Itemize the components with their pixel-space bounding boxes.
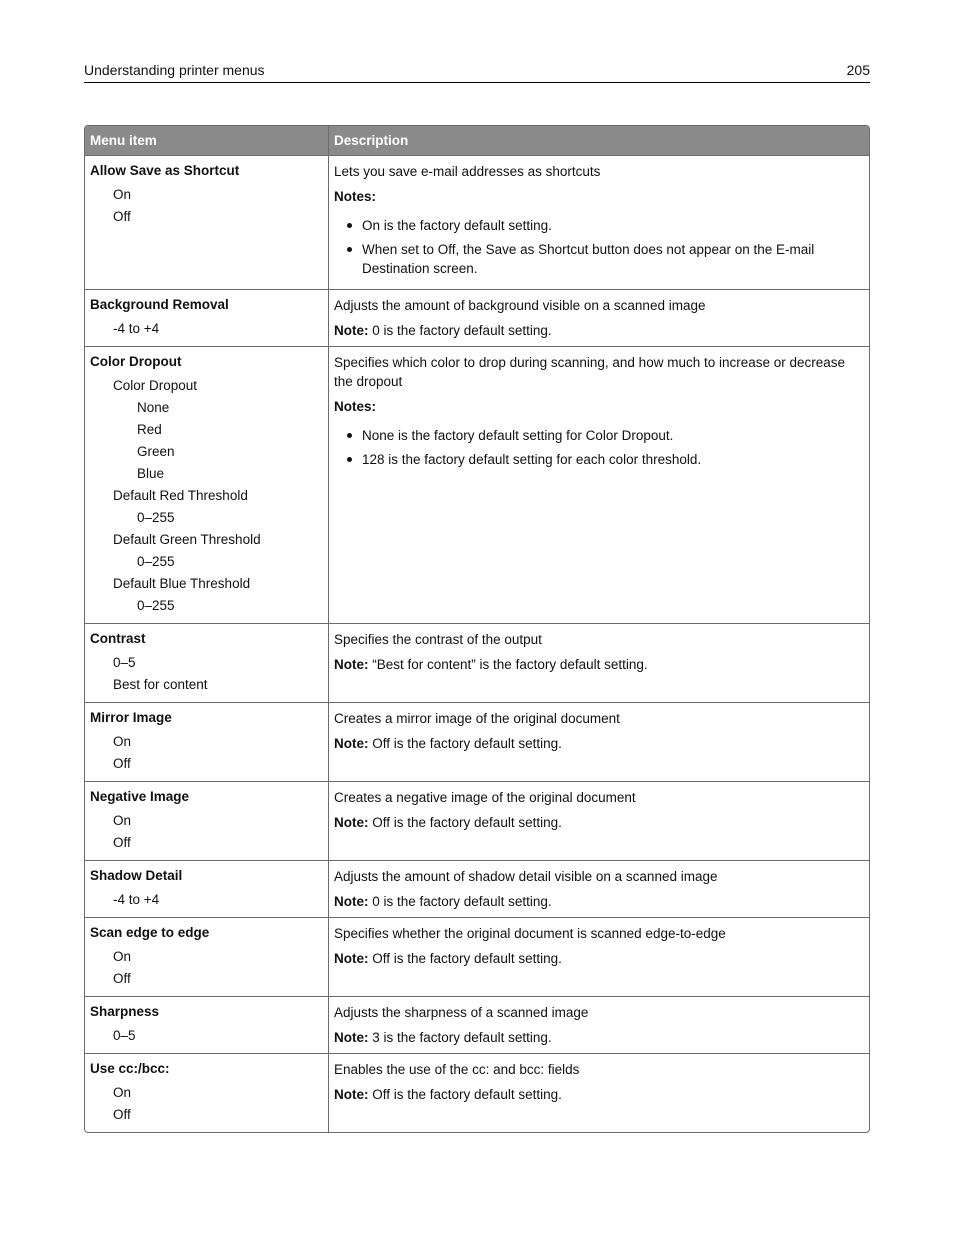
- note-text: Off is the factory default setting.: [368, 815, 562, 830]
- note-text: Off is the factory default setting.: [368, 736, 562, 751]
- column-header-description: Description: [329, 126, 869, 155]
- menu-item-option: -4 to +4: [113, 892, 160, 907]
- page-header: [84, 60, 870, 83]
- description-text: Specifies which color to drop during scanning, and how much to increase or decrease the dropout: [334, 355, 846, 389]
- description-cell: [329, 289, 869, 346]
- menu-item-cell: [85, 702, 329, 781]
- note-label: Note:: [334, 815, 369, 830]
- notes-list: [334, 216, 864, 278]
- note-line: [334, 1028, 864, 1047]
- note-text: Off is the factory default setting.: [368, 1087, 562, 1102]
- menu-item-name: Sharpness: [90, 1004, 160, 1019]
- menu-item-option: Blue: [137, 466, 165, 481]
- menu-item-cell: [85, 623, 329, 702]
- note-bullet-item: On is the factory default setting.: [334, 216, 864, 235]
- menu-item-option: 0–255: [137, 510, 175, 525]
- description-cell: [329, 996, 869, 1053]
- menu-item-cell: [85, 860, 329, 917]
- description-cell: [329, 346, 869, 623]
- table-row: [85, 155, 869, 289]
- description-text: Creates a mirror image of the original document: [334, 711, 620, 726]
- menu-table: [84, 125, 870, 1133]
- note-line: [334, 949, 864, 968]
- menu-item-option: Off: [113, 756, 131, 771]
- description-cell: [329, 917, 869, 996]
- description-text: Enables the use of the cc: and bcc: fields: [334, 1062, 580, 1077]
- menu-item-option: Green: [137, 444, 175, 459]
- menu-item-option: Red: [137, 422, 162, 437]
- table-header-row: [85, 126, 869, 155]
- menu-item-option: 0–255: [137, 598, 175, 613]
- table-row: [85, 996, 869, 1053]
- note-line: [334, 734, 864, 753]
- menu-item-option: Color Dropout: [113, 378, 198, 393]
- menu-item-option: Off: [113, 835, 131, 850]
- description-text: Adjusts the sharpness of a scanned image: [334, 1005, 589, 1020]
- table-row: [85, 860, 869, 917]
- table-row: [85, 702, 869, 781]
- menu-item-cell: [85, 1053, 329, 1132]
- menu-item-option: -4 to +4: [113, 321, 160, 336]
- note-label: Note:: [334, 323, 369, 338]
- table-row: [85, 623, 869, 702]
- note-label: Note:: [334, 1030, 369, 1045]
- menu-item-option: On: [113, 949, 132, 964]
- menu-item-name: Background Removal: [90, 297, 229, 312]
- description-text: Creates a negative image of the original document: [334, 790, 636, 805]
- description-cell: [329, 781, 869, 860]
- description-cell: [329, 860, 869, 917]
- menu-item-option: On: [113, 734, 132, 749]
- description-text: Specifies whether the original document is scanned edge-to-edge: [334, 926, 726, 941]
- menu-item-name: Shadow Detail: [90, 868, 183, 883]
- notes-label: Notes:: [334, 399, 377, 414]
- note-line: [334, 321, 864, 340]
- menu-item-option: Default Green Threshold: [113, 532, 261, 547]
- menu-item-option: On: [113, 813, 132, 828]
- description-text: Adjusts the amount of shadow detail visible on a scanned image: [334, 869, 718, 884]
- note-bullet-item: None is the factory default setting for Color Dropout.: [334, 426, 864, 445]
- menu-item-cell: [85, 917, 329, 996]
- menu-item-cell: [85, 155, 329, 289]
- note-label: Note:: [334, 951, 369, 966]
- notes-list: [334, 426, 864, 469]
- menu-item-cell: [85, 289, 329, 346]
- table-row: [85, 1053, 869, 1132]
- menu-item-option: Off: [113, 209, 131, 224]
- menu-item-name: Color Dropout: [90, 354, 182, 369]
- menu-item-cell: [85, 781, 329, 860]
- description-cell: [329, 623, 869, 702]
- menu-item-option: None: [137, 400, 170, 415]
- note-label: Note:: [334, 736, 369, 751]
- note-line: [334, 892, 864, 911]
- menu-item-name: Negative Image: [90, 789, 190, 804]
- menu-item-option: 0–5: [113, 655, 136, 670]
- notes-label: Notes:: [334, 189, 377, 204]
- table-row: [85, 781, 869, 860]
- description-text: Lets you save e-mail addresses as shortcuts: [334, 164, 601, 179]
- menu-item-option: Off: [113, 1107, 131, 1122]
- note-label: Note:: [334, 894, 369, 909]
- description-text: Adjusts the amount of background visible on a scanned image: [334, 298, 706, 313]
- menu-item-name: Allow Save as Shortcut: [90, 163, 240, 178]
- note-text: 3 is the factory default setting.: [368, 1030, 552, 1045]
- menu-item-option: On: [113, 187, 132, 202]
- page-header-title: Understanding printer menus: [84, 62, 265, 78]
- column-header-menu-item: Menu item: [85, 126, 329, 155]
- note-text: “Best for content” is the factory default setting.: [368, 657, 648, 672]
- menu-item-cell: [85, 996, 329, 1053]
- note-bullet-item: 128 is the factory default setting for each color threshold.: [334, 450, 864, 469]
- table-row: [85, 346, 869, 623]
- description-cell: [329, 702, 869, 781]
- page-number: 205: [846, 62, 870, 78]
- menu-item-option: 0–5: [113, 1028, 136, 1043]
- note-label: Note:: [334, 657, 369, 672]
- menu-item-option: 0–255: [137, 554, 175, 569]
- menu-item-option: Off: [113, 971, 131, 986]
- note-text: 0 is the factory default setting.: [368, 323, 552, 338]
- menu-item-option: Default Blue Threshold: [113, 576, 251, 591]
- description-cell: [329, 155, 869, 289]
- description-cell: [329, 1053, 869, 1132]
- menu-item-option: Default Red Threshold: [113, 488, 248, 503]
- menu-item-name: Use cc:/bcc:: [90, 1061, 170, 1076]
- note-label: Note:: [334, 1087, 369, 1102]
- menu-item-name: Contrast: [90, 631, 146, 646]
- note-text: Off is the factory default setting.: [368, 951, 562, 966]
- note-line: [334, 813, 864, 832]
- note-line: [334, 655, 864, 674]
- description-text: Specifies the contrast of the output: [334, 632, 542, 647]
- note-text: 0 is the factory default setting.: [368, 894, 552, 909]
- table-row: [85, 917, 869, 996]
- menu-item-cell: [85, 346, 329, 623]
- menu-item-option: On: [113, 1085, 132, 1100]
- note-line: [334, 1085, 864, 1104]
- menu-item-option: Best for content: [113, 677, 208, 692]
- note-bullet-item: When set to Off, the Save as Shortcut button does not appear on the E-mail Destination screen.: [334, 240, 864, 278]
- menu-item-name: Scan edge to edge: [90, 925, 210, 940]
- table-row: [85, 289, 869, 346]
- table-body: [85, 155, 869, 1132]
- menu-item-name: Mirror Image: [90, 710, 172, 725]
